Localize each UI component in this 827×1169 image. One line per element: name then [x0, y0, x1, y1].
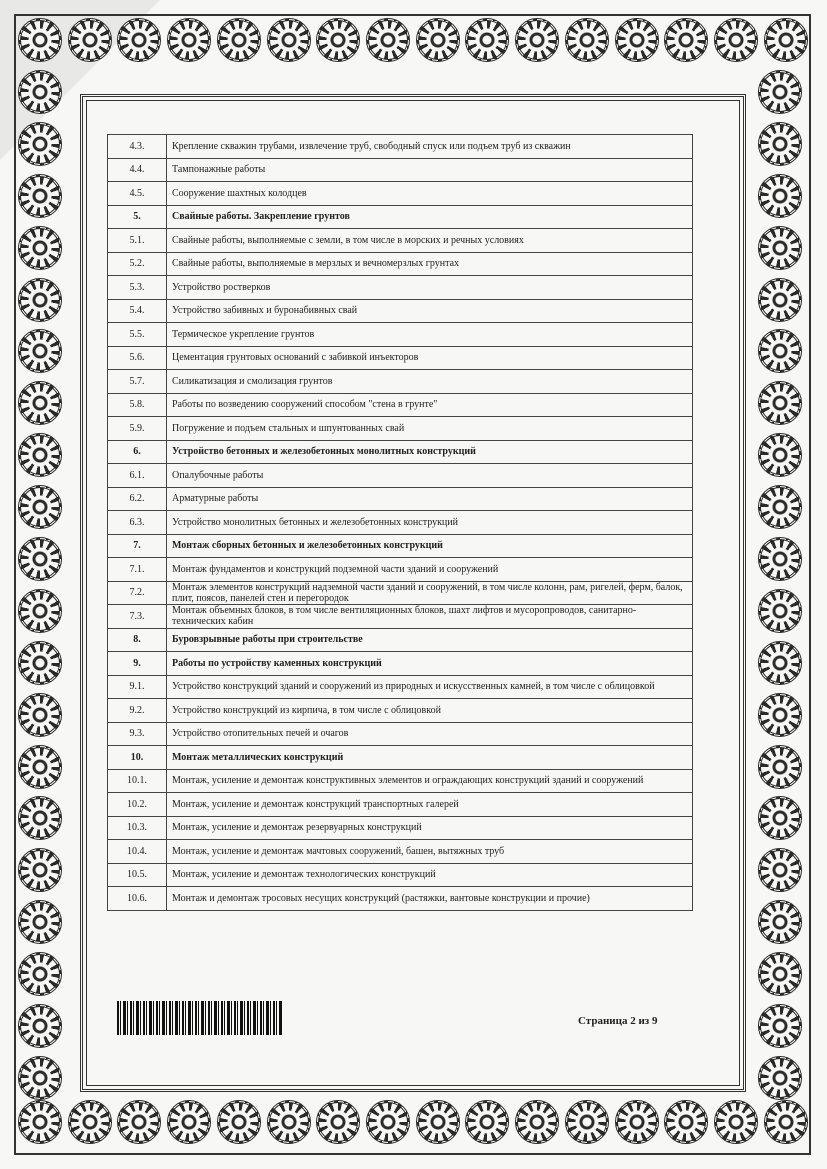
row-text: Тампонажные работы: [167, 158, 693, 182]
row-text: Монтаж сборных бетонных и железобетонных конструкций: [167, 534, 693, 558]
rosette-ornament-icon: [758, 589, 802, 633]
rosette-ornament-icon: [18, 485, 62, 529]
row-number: 9.: [108, 652, 167, 676]
rosette-ornament-icon: [758, 433, 802, 477]
row-number: 10.5.: [108, 863, 167, 887]
right-ornament-band: [758, 70, 808, 1100]
rosette-ornament-icon: [217, 1100, 261, 1144]
barcode-icon: [117, 1001, 283, 1035]
row-text: Силикатизация и смолизация грунтов: [167, 370, 693, 394]
rosette-ornament-icon: [758, 381, 802, 425]
table-row: [108, 229, 693, 253]
section-row: [108, 205, 693, 229]
row-number: 5.: [108, 205, 167, 229]
rosette-ornament-icon: [267, 18, 311, 62]
rosette-ornament-icon: [515, 18, 559, 62]
rosette-ornament-icon: [18, 381, 62, 425]
table-row: [108, 887, 693, 911]
table-row: [108, 346, 693, 370]
rosette-ornament-icon: [18, 226, 62, 270]
table-row: [108, 135, 693, 159]
rosette-ornament-icon: [18, 18, 62, 62]
rosette-ornament-icon: [18, 952, 62, 996]
row-text: Монтаж, усиление и демонтаж технологических конструкций: [167, 863, 693, 887]
row-number: 6.3.: [108, 511, 167, 535]
rosette-ornament-icon: [664, 18, 708, 62]
row-number: 10.1.: [108, 769, 167, 793]
row-number: 6.1.: [108, 464, 167, 488]
rosette-ornament-icon: [117, 18, 161, 62]
row-number: 9.1.: [108, 675, 167, 699]
row-number: 4.5.: [108, 182, 167, 206]
rosette-ornament-icon: [18, 1100, 62, 1144]
row-text: Работы по устройству каменных конструкций: [167, 652, 693, 676]
rosette-ornament-icon: [758, 329, 802, 373]
row-number: 7.3.: [108, 605, 167, 629]
rosette-ornament-icon: [18, 174, 62, 218]
rosette-ornament-icon: [758, 745, 802, 789]
rosette-ornament-icon: [758, 1056, 802, 1100]
rosette-ornament-icon: [18, 122, 62, 166]
table-row: [108, 840, 693, 864]
row-text: Свайные работы. Закрепление грунтов: [167, 205, 693, 229]
row-number: 5.4.: [108, 299, 167, 323]
row-number: 5.5.: [108, 323, 167, 347]
row-text: Свайные работы, выполняемые в мерзлых и вечномерзлых грунтах: [167, 252, 693, 276]
rosette-ornament-icon: [18, 796, 62, 840]
rosette-ornament-icon: [465, 18, 509, 62]
bottom-ornament-band: [18, 1100, 808, 1150]
rosette-ornament-icon: [18, 433, 62, 477]
row-text: Монтаж фундаментов и конструкций подземной части зданий и сооружений: [167, 558, 693, 582]
row-text: Работы по возведению сооружений способом "стена в грунте": [167, 393, 693, 417]
rosette-ornament-icon: [615, 18, 659, 62]
row-number: 4.3.: [108, 135, 167, 159]
row-text: Устройство монолитных бетонных и железобетонных конструкций: [167, 511, 693, 535]
table-row: [108, 511, 693, 535]
row-number: 10.3.: [108, 816, 167, 840]
row-number: 5.3.: [108, 276, 167, 300]
rosette-ornament-icon: [167, 1100, 211, 1144]
rosette-ornament-icon: [167, 18, 211, 62]
row-number: 10.6.: [108, 887, 167, 911]
row-number: 10.4.: [108, 840, 167, 864]
row-number: 9.2.: [108, 699, 167, 723]
row-number: 5.6.: [108, 346, 167, 370]
table-row: [108, 863, 693, 887]
rosette-ornament-icon: [515, 1100, 559, 1144]
section-row: [108, 652, 693, 676]
table-row: [108, 558, 693, 582]
rosette-ornament-icon: [68, 1100, 112, 1144]
row-number: 6.: [108, 440, 167, 464]
rosette-ornament-icon: [366, 18, 410, 62]
rosette-ornament-icon: [758, 952, 802, 996]
rosette-ornament-icon: [758, 278, 802, 322]
row-text: Устройство конструкций из кирпича, в том числе с облицовкой: [167, 699, 693, 723]
row-text: Устройство бетонных и железобетонных монолитных конструкций: [167, 440, 693, 464]
table-row: [108, 182, 693, 206]
table-row: [108, 299, 693, 323]
row-number: 10.: [108, 746, 167, 770]
rosette-ornament-icon: [714, 18, 758, 62]
table-row: [108, 722, 693, 746]
row-text: Погружение и подъем стальных и шпунтованных свай: [167, 417, 693, 441]
row-text: Монтаж металлических конструкций: [167, 746, 693, 770]
row-text: Монтаж, усиление и демонтаж резервуарных конструкций: [167, 816, 693, 840]
row-number: 5.2.: [108, 252, 167, 276]
rosette-ornament-icon: [316, 1100, 360, 1144]
row-number: 5.7.: [108, 370, 167, 394]
rosette-ornament-icon: [217, 18, 261, 62]
row-text: Сооружение шахтных колодцев: [167, 182, 693, 206]
table-row: [108, 581, 693, 605]
table-row: [108, 393, 693, 417]
rosette-ornament-icon: [758, 537, 802, 581]
rosette-ornament-icon: [18, 1004, 62, 1048]
page-number: Страница 2 из 9: [578, 1015, 658, 1027]
row-text: Монтаж элементов конструкций надземной части зданий и сооружений, в том числе колонн, рам, ригелей, ферм, балок, плит, поясов, панелей стен и перегородок: [167, 581, 693, 605]
row-number: 7.1.: [108, 558, 167, 582]
table-row: [108, 769, 693, 793]
rosette-ornament-icon: [18, 278, 62, 322]
rosette-ornament-icon: [758, 848, 802, 892]
rosette-ornament-icon: [758, 641, 802, 685]
rosette-ornament-icon: [18, 329, 62, 373]
row-number: 8.: [108, 628, 167, 652]
rosette-ornament-icon: [714, 1100, 758, 1144]
rosette-ornament-icon: [68, 18, 112, 62]
row-text: Крепление скважин трубами, извлечение труб, свободный спуск или подъем труб из скважин: [167, 135, 693, 159]
row-text: Буровзрывные работы при строительстве: [167, 628, 693, 652]
left-ornament-band: [18, 70, 68, 1100]
row-number: 6.2.: [108, 487, 167, 511]
table-row: [108, 323, 693, 347]
table-row: [108, 675, 693, 699]
table-row: [108, 252, 693, 276]
row-number: 5.9.: [108, 417, 167, 441]
rosette-ornament-icon: [615, 1100, 659, 1144]
section-row: [108, 746, 693, 770]
rosette-ornament-icon: [18, 1056, 62, 1100]
row-number: 5.1.: [108, 229, 167, 253]
rosette-ornament-icon: [18, 70, 62, 114]
rosette-ornament-icon: [316, 18, 360, 62]
rosette-ornament-icon: [18, 745, 62, 789]
rosette-ornament-icon: [416, 1100, 460, 1144]
section-row: [108, 628, 693, 652]
table-row: [108, 276, 693, 300]
rosette-ornament-icon: [18, 848, 62, 892]
rosette-ornament-icon: [18, 693, 62, 737]
row-text: Опалубочные работы: [167, 464, 693, 488]
rosette-ornament-icon: [366, 1100, 410, 1144]
rosette-ornament-icon: [758, 485, 802, 529]
row-text: Термическое укрепление грунтов: [167, 323, 693, 347]
table-row: [108, 370, 693, 394]
rosette-ornament-icon: [758, 174, 802, 218]
row-number: 10.2.: [108, 793, 167, 817]
rosette-ornament-icon: [758, 900, 802, 944]
rosette-ornament-icon: [758, 122, 802, 166]
section-row: [108, 534, 693, 558]
table-row: [108, 487, 693, 511]
table-row: [108, 699, 693, 723]
rosette-ornament-icon: [18, 537, 62, 581]
row-text: Монтаж, усиление и демонтаж конструкций транспортных галерей: [167, 793, 693, 817]
row-number: 4.4.: [108, 158, 167, 182]
rosette-ornament-icon: [416, 18, 460, 62]
rosette-ornament-icon: [565, 1100, 609, 1144]
table-row: [108, 158, 693, 182]
row-text: Монтаж объемных блоков, в том числе вентиляционных блоков, шахт лифтов и мусоропроводов, санитарно-технических кабин: [167, 605, 693, 629]
rosette-ornament-icon: [758, 796, 802, 840]
row-text: Монтаж и демонтаж тросовых несущих конструкций (растяжки, вантовые конструкции и прочие): [167, 887, 693, 911]
table-row: [108, 793, 693, 817]
table-row: [108, 417, 693, 441]
rosette-ornament-icon: [764, 18, 808, 62]
row-text: Устройство забивных и буронабивных свай: [167, 299, 693, 323]
rosette-ornament-icon: [117, 1100, 161, 1144]
rosette-ornament-icon: [758, 226, 802, 270]
section-row: [108, 440, 693, 464]
row-number: 5.8.: [108, 393, 167, 417]
row-text: Устройство отопительных печей и очагов: [167, 722, 693, 746]
table-row: [108, 464, 693, 488]
row-number: 7.: [108, 534, 167, 558]
row-text: Арматурные работы: [167, 487, 693, 511]
works-table: [107, 134, 693, 911]
rosette-ornament-icon: [18, 589, 62, 633]
rosette-ornament-icon: [565, 18, 609, 62]
top-ornament-band: [18, 18, 808, 68]
rosette-ornament-icon: [18, 900, 62, 944]
rosette-ornament-icon: [764, 1100, 808, 1144]
table-row: [108, 605, 693, 629]
row-text: Монтаж, усиление и демонтаж мачтовых сооружений, башен, вытяжных труб: [167, 840, 693, 864]
rosette-ornament-icon: [664, 1100, 708, 1144]
row-text: Устройство ростверков: [167, 276, 693, 300]
row-text: Устройство конструкций зданий и сооружений из природных и искусственных камней, в том числе с облицовкой: [167, 675, 693, 699]
row-number: 9.3.: [108, 722, 167, 746]
rosette-ornament-icon: [18, 641, 62, 685]
rosette-ornament-icon: [758, 70, 802, 114]
row-text: Свайные работы, выполняемые с земли, в том числе в морских и речных условиях: [167, 229, 693, 253]
rosette-ornament-icon: [465, 1100, 509, 1144]
row-text: Монтаж, усиление и демонтаж конструктивных элементов и ограждающих конструкций зданий и сооружений: [167, 769, 693, 793]
row-text: Цементация грунтовых оснований с забивкой инъекторов: [167, 346, 693, 370]
rosette-ornament-icon: [758, 1004, 802, 1048]
row-number: 7.2.: [108, 581, 167, 605]
table-row: [108, 816, 693, 840]
rosette-ornament-icon: [267, 1100, 311, 1144]
rosette-ornament-icon: [758, 693, 802, 737]
